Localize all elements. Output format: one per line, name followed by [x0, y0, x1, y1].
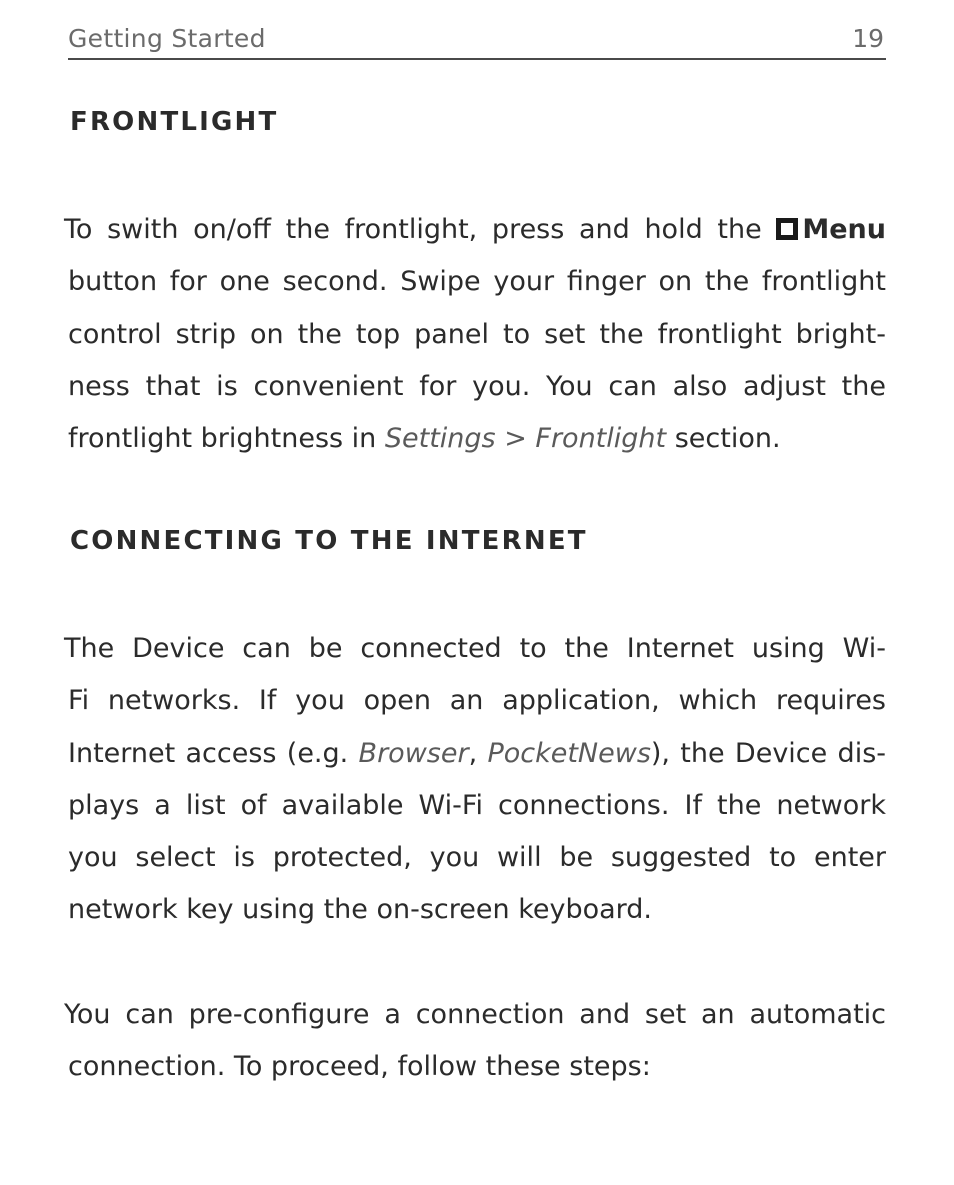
text-line — [64, 204, 886, 256]
frontlight-reference: Frontlight — [535, 423, 667, 455]
text-run: Internet access (e.g. — [68, 737, 359, 769]
menu-key-label: Menu — [802, 214, 886, 245]
heading-connecting-internet: CONNECTING TO THE INTERNET — [70, 526, 588, 556]
text-run: , — [468, 737, 488, 769]
paragraph-wifi-connection — [64, 623, 887, 937]
settings-reference: Settings — [384, 423, 496, 455]
reference-separator: > — [495, 423, 536, 455]
running-header — [68, 22, 886, 60]
text-line: Fi networks. If you open an application, which requires — [68, 685, 886, 717]
menu-square-icon — [776, 218, 798, 240]
text-line: ness that is convenient for you. You can also adjust the — [68, 370, 886, 402]
paragraph-preconfigure — [64, 989, 886, 1094]
text-run: frontlight brightness in — [68, 423, 385, 455]
text-line: plays a list of available Wi-Fi connections. If the network — [68, 789, 886, 821]
text-line: button for one second. Swipe your finger on the frontlight — [68, 266, 886, 298]
text-line: connection. To proceed, follow these steps: — [68, 1051, 651, 1083]
text-line: You can pre-configure a connection and set an automatic — [64, 999, 886, 1030]
text-line — [68, 728, 886, 780]
text-line: The Device can be connected to the Internet using Wi- — [64, 633, 886, 664]
running-header-title: Getting Started — [68, 24, 266, 53]
text-line: network key using the on-screen keyboard. — [68, 894, 653, 926]
text-run: To swith on/off the frontlight, press and hold the — [64, 214, 777, 245]
menu-key-reference — [776, 214, 886, 245]
text-line: you select is protected, you will be suggested to enter — [68, 842, 886, 874]
browser-reference: Browser — [358, 737, 469, 769]
text-line: control strip on the top panel to set the frontlight bright- — [68, 318, 886, 350]
heading-frontlight: FRONTLIGHT — [70, 107, 279, 137]
pocketnews-reference: PocketNews — [487, 737, 651, 769]
text-run: ), the Device dis- — [650, 737, 887, 769]
paragraph-frontlight — [64, 204, 886, 465]
text-line — [68, 413, 886, 465]
page-number: 19 — [852, 24, 884, 53]
text-run: section. — [666, 423, 781, 455]
document-page — [64, 0, 888, 1185]
